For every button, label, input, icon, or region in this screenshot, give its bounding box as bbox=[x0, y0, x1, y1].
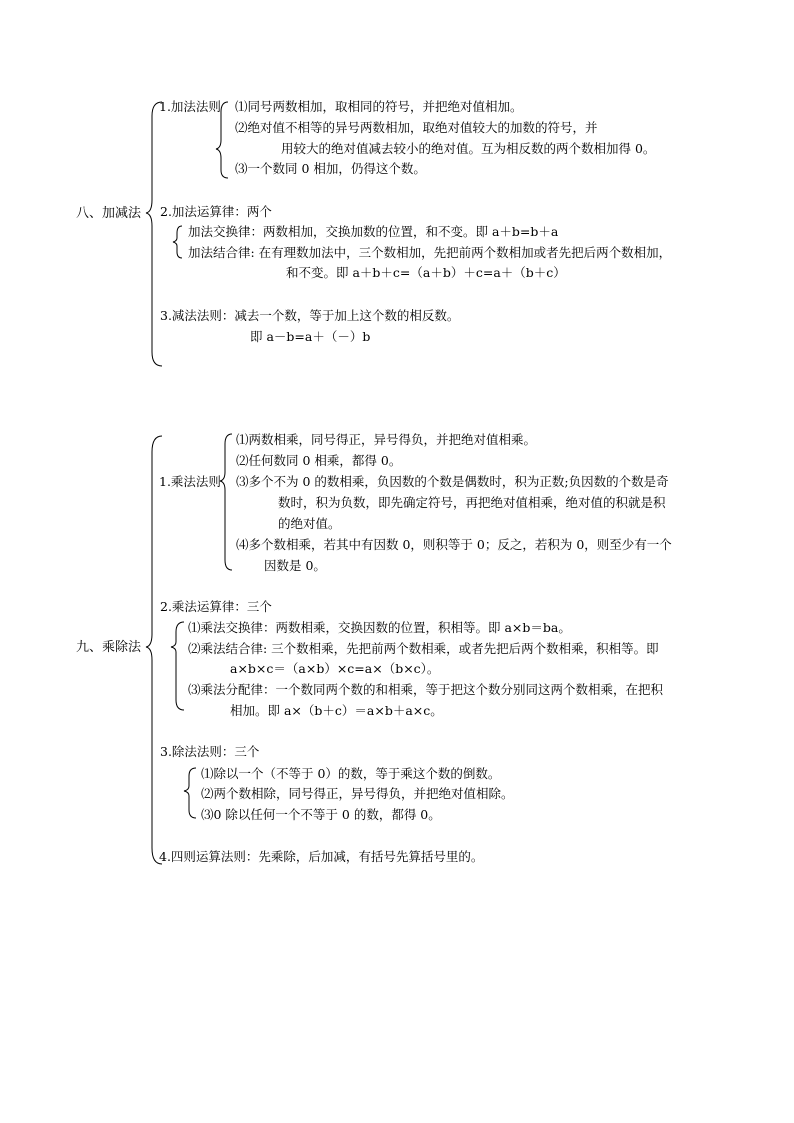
section9-rule3-brace bbox=[184, 768, 196, 818]
section9-rule1-item-1: ⑴两数相乘，同号得正，异号得负，并把绝对值相乘。 bbox=[236, 432, 537, 447]
section8-rule2-item-1: 加法交换律：两数相加，交换加数的位置，和不变。即 a＋b=b＋a bbox=[188, 224, 559, 239]
section9-rule2-item-2-cont: a×b×c＝（a×b）×c=a×（b×c）。 bbox=[230, 661, 440, 676]
section8-rule2-item-2-cont: 和不变。即 a＋b＋c=（a＋b）＋c=a＋（b＋c） bbox=[286, 265, 566, 280]
section8-title: 八、加减法 bbox=[76, 206, 142, 221]
section8-rule2-brace bbox=[173, 226, 182, 258]
section8-rule1-item-1: ⑴同号两数相加，取相同的符号，并把绝对值相加。 bbox=[235, 99, 523, 114]
section8-rule1-heading: 1.加法法则 bbox=[159, 99, 221, 114]
section9-rule2-heading: 2.乘法运算律：三个 bbox=[160, 599, 272, 614]
section9-main-brace bbox=[146, 436, 162, 864]
section8-rule3-heading: 3.减法法则：减去一个数，等于加上这个数的相反数。 bbox=[160, 308, 460, 323]
section9-rule2-brace bbox=[171, 622, 184, 710]
section9-rule1-heading: 1.乘法法则 bbox=[159, 474, 221, 489]
section9-rule1-brace bbox=[220, 434, 232, 570]
section9-rule1-item-4: ⑷多个数相乘，若其中有因数 0，则积等于 0；反之，若积为 0，则至少有一个 bbox=[236, 537, 672, 552]
section8-rule3-formula: 即 a－b=a＋（－）b bbox=[250, 329, 371, 344]
section9-rule1-item-2: ⑵任何数同 0 相乘，都得 0。 bbox=[236, 453, 402, 468]
section8-rule1-item-3: ⑶一个数同 0 相加，仍得这个数。 bbox=[235, 161, 426, 176]
section9-rule3-item-2: ⑵两个数相除，同号得正，异号得负，并把绝对值相除。 bbox=[201, 786, 514, 801]
section8-rule1-item-2-cont: 用较大的绝对值减去较小的绝对值。互为相反数的两个数相加得 0。 bbox=[281, 141, 656, 156]
section9-rule1-item-3: ⑶多个不为 0 的数相乘，负因数的个数是偶数时，积为正数;负因数的个数是奇 bbox=[236, 474, 669, 489]
section9-rule4-heading: 4.四则运算法则：先乘除，后加减，有括号先算括号里的。 bbox=[159, 849, 484, 864]
section9-title: 九、乘除法 bbox=[76, 640, 142, 655]
section8-main-brace bbox=[146, 102, 162, 366]
section8-rule2-item-2: 加法结合律: 在有理数加法中，三个数相加，先把前两个数相加或者先把后两个数相加， bbox=[188, 245, 672, 260]
section9-rule3-item-1: ⑴除以一个（不等于 0）的数，等于乘这个数的倒数。 bbox=[201, 766, 501, 781]
section8-rule1-item-2: ⑵绝对值不相等的异号两数相加，取绝对值较大的加数的符号，并 bbox=[235, 120, 598, 135]
section9-rule1-item-3-cont: 数时，积为负数，即先确定符号，再把绝对值相乘，绝对值的积就是积 bbox=[278, 495, 666, 510]
section8-rule2-heading: 2.加法运算律：两个 bbox=[160, 204, 272, 219]
section9-rule3-item-3: ⑶0 除以任何一个不等于 0 的数，都得 0。 bbox=[201, 807, 441, 822]
section9-rule2-item-2: ⑵乘法结合律: 三个数相乘，先把前两个数相乘，或者先把后两个数相乘，积相等。即 bbox=[188, 641, 659, 656]
section9-rule3-heading: 3.除法法则：三个 bbox=[160, 744, 260, 759]
section9-rule1-item-4-cont: 因数是 0。 bbox=[264, 558, 326, 573]
section9-rule2-item-1: ⑴乘法交换律：两数相乘，交换因数的位置，积相等。即 a×b＝ba。 bbox=[188, 620, 571, 635]
section9-rule1-item-3-cont2: 的绝对值。 bbox=[278, 516, 341, 531]
section9-rule2-item-3: ⑶乘法分配律：一个数同两个数的和相乘，等于把这个数分别同这两个数相乘，在把积 bbox=[188, 682, 664, 697]
section9-rule2-item-3-cont: 相加。即 a×（b＋c）＝a×b＋a×c。 bbox=[230, 703, 443, 718]
